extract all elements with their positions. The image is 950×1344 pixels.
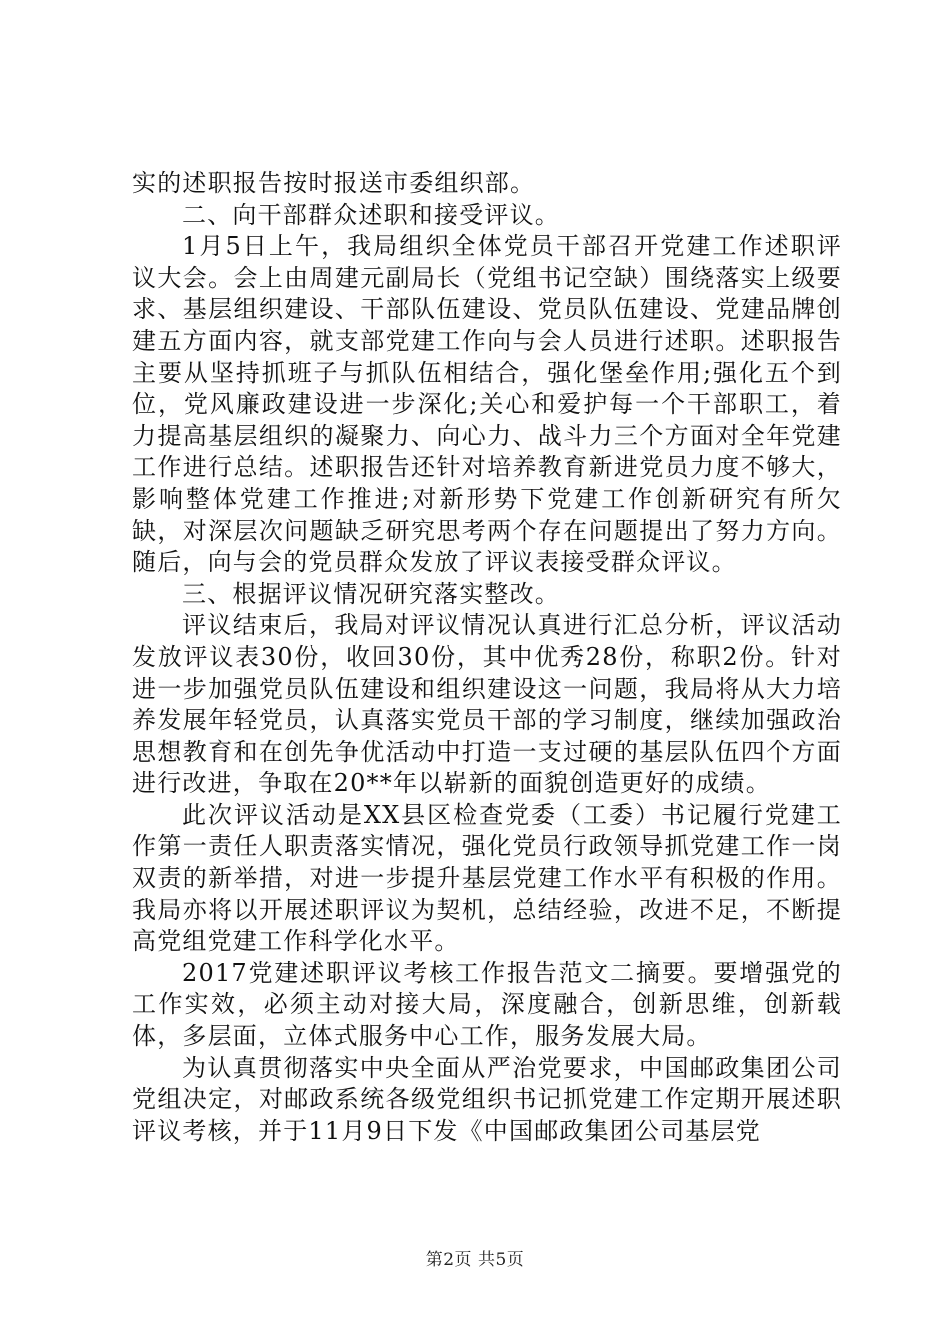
paragraph-activity-significance: 此次评议活动是XX县区检查党委（工委）书记履行党建工作第一责任人职责落实情况，强化党员行政领导抓党建工作一岗双责的新举措，对进一步提升基层党建工作水平有积极的作用。我局亦将以开展述职评议为契机，总结经验，改进不足，不断提高党组党建工作科学化水平。 [132, 800, 842, 956]
section-heading-3: 三、根据评议情况研究落实整改。 [182, 579, 560, 608]
paragraph-evaluation-results: 评议结束后，我局对评议情况认真进行汇总分析，评议活动发放评议表30份，收回30份，其中优秀28份，称职2份。针对进一步加强党员队伍建设和组织建设这一问题，我局将从大力培养发展年轻党员，认真落实党员干部的学习制度，继续加强政治思想教育和在创先争优活动中打造一支过硬的基层队伍四个方面进行改进，争取在20**年以崭新的面貌创造更好的成绩。 [132, 611, 842, 798]
section-heading-2: 二、向干部群众述职和接受评议。 [182, 200, 560, 229]
page-number: 第2页 共5页 [425, 1250, 525, 1270]
document-body [132, 168, 842, 1147]
page-footer [0, 1245, 950, 1270]
paragraph-postal-group: 为认真贯彻落实中央全面从严治党要求，中国邮政集团公司党组决定，对邮政系统各级党组织书记抓党建工作定期开展述职评议考核，并于11月9日下发《中国邮政集团公司基层党 [132, 1053, 842, 1145]
paragraph-report-meeting: 1月5日上午，我局组织全体党员干部召开党建工作述职评议大会。会上由周建元副局长（党组书记空缺）围绕落实上级要求、基层组织建设、干部队伍建设、党员队伍建设、党建品牌创建五方面内容，就支部党建工作向与会人员进行述职。述职报告主要从坚持抓班子与抓队伍相结合，强化堡垒作用;强化五个到位，党风廉政建设进一步深化;关心和爱护每一个干部职工，着力提高基层组织的凝聚力、向心力、战斗力三个方面对全年党建工作进行总结。述职报告还针对培养教育新进党员力度不够大，影响整体党建工作推进;对新形势下党建工作创新研究有所欠缺，对深层次问题缺乏研究思考两个存在问题提出了努力方向。随后，向与会的党员群众发放了评议表接受群众评议。 [132, 232, 842, 577]
paragraph-continuation: 实的述职报告按时报送市委组织部。 [132, 169, 536, 197]
paragraph-sample-two-summary: 2017党建述职评议考核工作报告范文二摘要。要增强党的工作实效，必须主动对接大局，深度融合，创新思维，创新载体，多层面，立体式服务中心工作，服务发展大局。 [132, 958, 842, 1051]
